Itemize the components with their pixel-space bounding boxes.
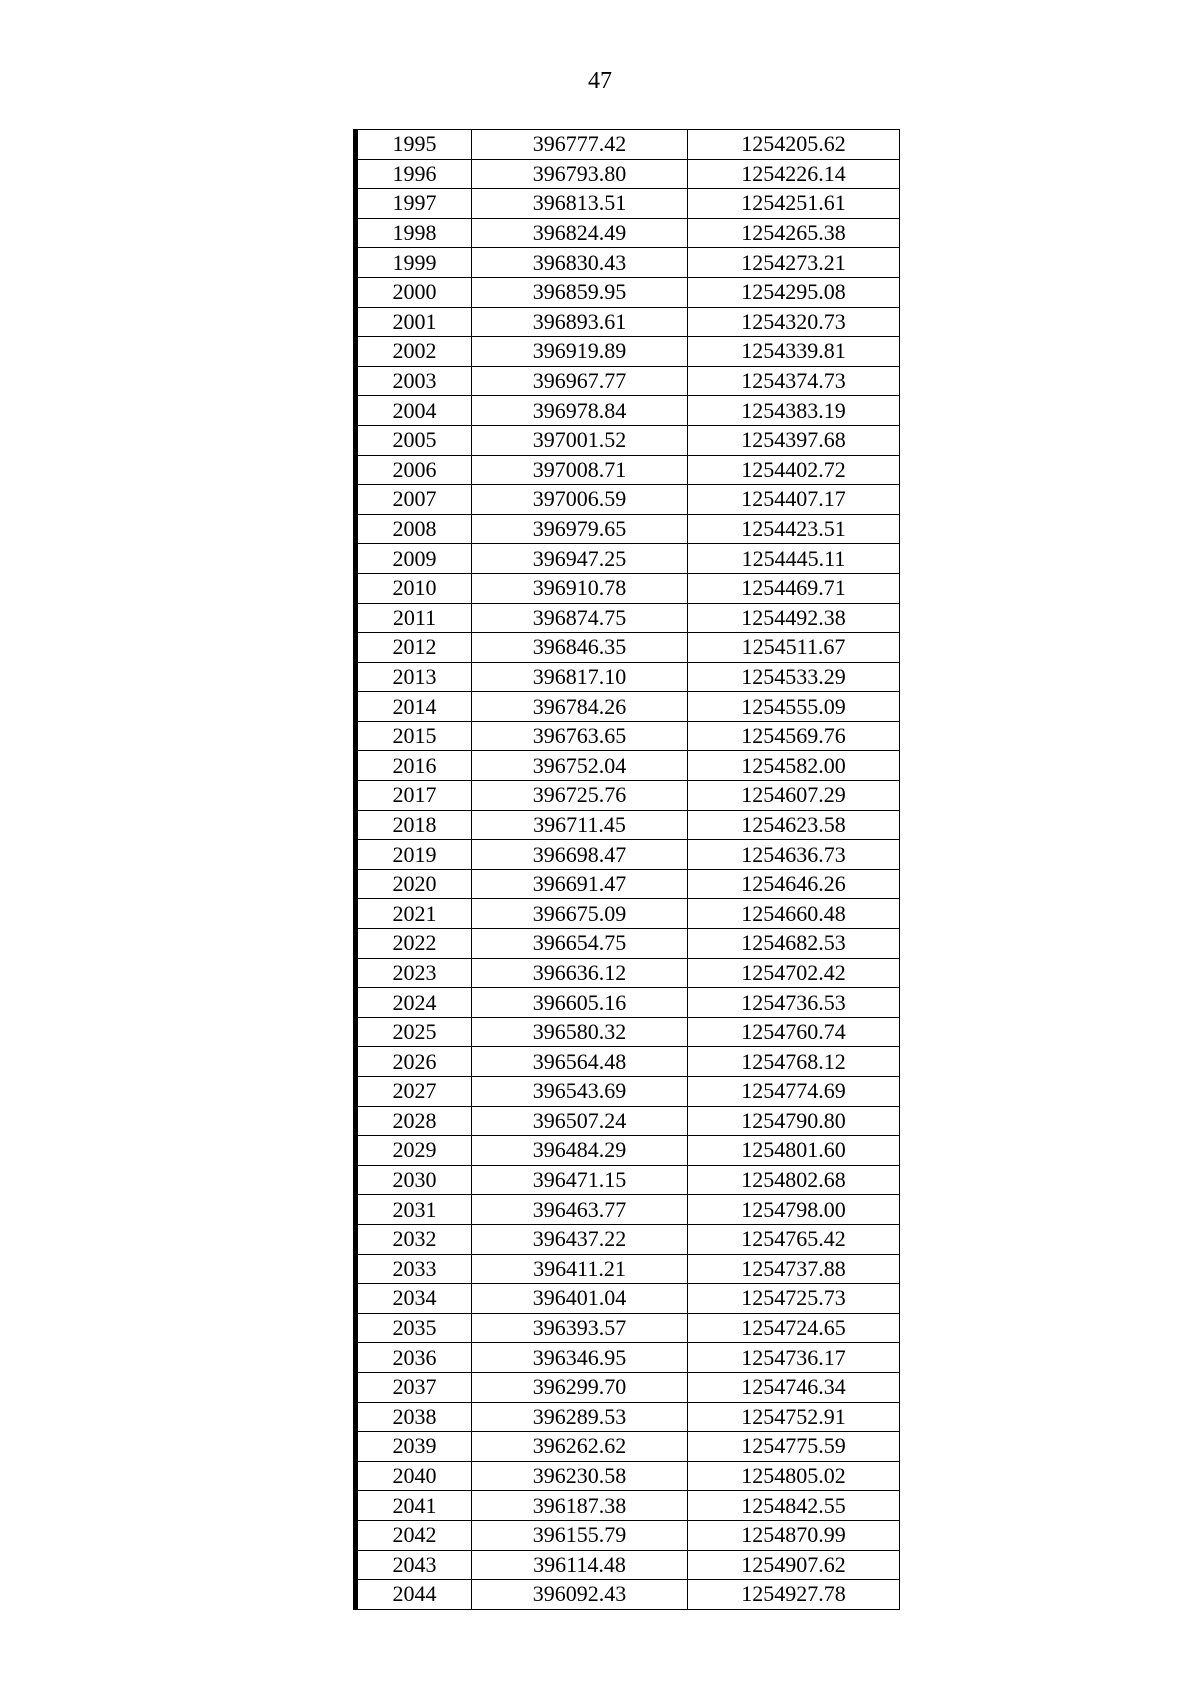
y-coordinate-cell: 1254765.42	[688, 1224, 900, 1254]
point-number-cell: 2027	[358, 1077, 472, 1107]
y-coordinate-cell: 1254402.72	[688, 455, 900, 485]
point-number-cell: 2028	[358, 1106, 472, 1136]
x-coordinate-cell: 396543.69	[472, 1077, 688, 1107]
y-coordinate-cell: 1254737.88	[688, 1254, 900, 1284]
y-coordinate-cell: 1254492.38	[688, 603, 900, 633]
y-coordinate-cell: 1254383.19	[688, 396, 900, 426]
table-row	[358, 692, 900, 722]
coordinates-table	[357, 129, 900, 1610]
point-number-cell: 2005	[358, 425, 472, 455]
y-coordinate-cell: 1254768.12	[688, 1047, 900, 1077]
x-coordinate-cell: 397001.52	[472, 425, 688, 455]
table-row	[358, 1284, 900, 1314]
point-number-cell: 2025	[358, 1017, 472, 1047]
y-coordinate-cell: 1254760.74	[688, 1017, 900, 1047]
y-coordinate-cell: 1254273.21	[688, 248, 900, 278]
table-row	[358, 1313, 900, 1343]
point-number-cell: 2012	[358, 633, 472, 663]
point-number-cell: 2036	[358, 1343, 472, 1373]
table-row	[358, 840, 900, 870]
point-number-cell: 2020	[358, 869, 472, 899]
table-row	[358, 130, 900, 160]
x-coordinate-cell: 396401.04	[472, 1284, 688, 1314]
y-coordinate-cell: 1254339.81	[688, 337, 900, 367]
y-coordinate-cell: 1254775.59	[688, 1432, 900, 1462]
point-number-cell: 2029	[358, 1136, 472, 1166]
point-number-cell: 2033	[358, 1254, 472, 1284]
y-coordinate-cell: 1254927.78	[688, 1580, 900, 1610]
x-coordinate-cell: 396711.45	[472, 810, 688, 840]
y-coordinate-cell: 1254725.73	[688, 1284, 900, 1314]
x-coordinate-cell: 396893.61	[472, 307, 688, 337]
x-coordinate-cell: 396564.48	[472, 1047, 688, 1077]
table-row	[358, 1224, 900, 1254]
y-coordinate-cell: 1254702.42	[688, 958, 900, 988]
point-number-cell: 2000	[358, 277, 472, 307]
x-coordinate-cell: 396155.79	[472, 1520, 688, 1550]
y-coordinate-cell: 1254724.65	[688, 1313, 900, 1343]
point-number-cell: 2042	[358, 1520, 472, 1550]
y-coordinate-cell: 1254623.58	[688, 810, 900, 840]
x-coordinate-cell: 396289.53	[472, 1402, 688, 1432]
y-coordinate-cell: 1254682.53	[688, 929, 900, 959]
y-coordinate-cell: 1254533.29	[688, 662, 900, 692]
x-coordinate-cell: 396830.43	[472, 248, 688, 278]
table-row	[358, 1106, 900, 1136]
table-row	[358, 1047, 900, 1077]
point-number-cell: 2041	[358, 1491, 472, 1521]
x-coordinate-cell: 396813.51	[472, 189, 688, 219]
table-row	[358, 869, 900, 899]
point-number-cell: 2026	[358, 1047, 472, 1077]
y-coordinate-cell: 1254907.62	[688, 1550, 900, 1580]
y-coordinate-cell: 1254805.02	[688, 1461, 900, 1491]
table-row	[358, 988, 900, 1018]
x-coordinate-cell: 396846.35	[472, 633, 688, 663]
x-coordinate-cell: 396393.57	[472, 1313, 688, 1343]
point-number-cell: 1996	[358, 159, 472, 189]
table-row	[358, 277, 900, 307]
table-row	[358, 1372, 900, 1402]
y-coordinate-cell: 1254790.80	[688, 1106, 900, 1136]
y-coordinate-cell: 1254374.73	[688, 366, 900, 396]
table-row	[358, 781, 900, 811]
table-row	[358, 455, 900, 485]
page-number: 47	[588, 68, 612, 94]
y-coordinate-cell: 1254511.67	[688, 633, 900, 663]
y-coordinate-cell: 1254445.11	[688, 544, 900, 574]
x-coordinate-cell: 396299.70	[472, 1372, 688, 1402]
x-coordinate-cell: 396910.78	[472, 573, 688, 603]
y-coordinate-cell: 1254320.73	[688, 307, 900, 337]
x-coordinate-cell: 396777.42	[472, 130, 688, 160]
point-number-cell: 2024	[358, 988, 472, 1018]
point-number-cell: 2011	[358, 603, 472, 633]
point-number-cell: 2001	[358, 307, 472, 337]
point-number-cell: 2035	[358, 1313, 472, 1343]
x-coordinate-cell: 396675.09	[472, 899, 688, 929]
y-coordinate-cell: 1254646.26	[688, 869, 900, 899]
x-coordinate-cell: 396947.25	[472, 544, 688, 574]
y-coordinate-cell: 1254265.38	[688, 218, 900, 248]
table-row	[358, 514, 900, 544]
point-number-cell: 2007	[358, 485, 472, 515]
point-number-cell: 2043	[358, 1550, 472, 1580]
x-coordinate-cell: 396484.29	[472, 1136, 688, 1166]
x-coordinate-cell: 396752.04	[472, 751, 688, 781]
table-row	[358, 1165, 900, 1195]
point-number-cell: 2019	[358, 840, 472, 870]
table-row	[358, 662, 900, 692]
table-row	[358, 721, 900, 751]
x-coordinate-cell: 396691.47	[472, 869, 688, 899]
x-coordinate-cell: 396967.77	[472, 366, 688, 396]
point-number-cell: 2004	[358, 396, 472, 426]
y-coordinate-cell: 1254226.14	[688, 159, 900, 189]
table-row	[358, 1432, 900, 1462]
point-number-cell: 1995	[358, 130, 472, 160]
y-coordinate-cell: 1254798.00	[688, 1195, 900, 1225]
y-coordinate-cell: 1254407.17	[688, 485, 900, 515]
x-coordinate-cell: 396346.95	[472, 1343, 688, 1373]
point-number-cell: 2032	[358, 1224, 472, 1254]
point-number-cell: 2038	[358, 1402, 472, 1432]
table-row	[358, 633, 900, 663]
x-coordinate-cell: 396187.38	[472, 1491, 688, 1521]
x-coordinate-cell: 396978.84	[472, 396, 688, 426]
point-number-cell: 2009	[358, 544, 472, 574]
table-row	[358, 1077, 900, 1107]
point-number-cell: 2030	[358, 1165, 472, 1195]
table-row	[358, 1491, 900, 1521]
x-coordinate-cell: 396507.24	[472, 1106, 688, 1136]
point-number-cell: 2023	[358, 958, 472, 988]
table-body	[358, 130, 900, 1610]
y-coordinate-cell: 1254423.51	[688, 514, 900, 544]
point-number-cell: 2031	[358, 1195, 472, 1225]
y-coordinate-cell: 1254636.73	[688, 840, 900, 870]
x-coordinate-cell: 396654.75	[472, 929, 688, 959]
y-coordinate-cell: 1254397.68	[688, 425, 900, 455]
y-coordinate-cell: 1254801.60	[688, 1136, 900, 1166]
x-coordinate-cell: 396817.10	[472, 662, 688, 692]
point-number-cell: 2003	[358, 366, 472, 396]
x-coordinate-cell: 396463.77	[472, 1195, 688, 1225]
x-coordinate-cell: 396092.43	[472, 1580, 688, 1610]
point-number-cell: 2037	[358, 1372, 472, 1402]
point-number-cell: 1997	[358, 189, 472, 219]
x-coordinate-cell: 396262.62	[472, 1432, 688, 1462]
point-number-cell: 2010	[358, 573, 472, 603]
point-number-cell: 1999	[358, 248, 472, 278]
y-coordinate-cell: 1254870.99	[688, 1520, 900, 1550]
point-number-cell: 1998	[358, 218, 472, 248]
x-coordinate-cell: 396725.76	[472, 781, 688, 811]
table-row	[358, 425, 900, 455]
x-coordinate-cell: 396580.32	[472, 1017, 688, 1047]
point-number-cell: 2015	[358, 721, 472, 751]
y-coordinate-cell: 1254205.62	[688, 130, 900, 160]
y-coordinate-cell: 1254569.76	[688, 721, 900, 751]
x-coordinate-cell: 396919.89	[472, 337, 688, 367]
table-row	[358, 899, 900, 929]
point-number-cell: 2040	[358, 1461, 472, 1491]
y-coordinate-cell: 1254660.48	[688, 899, 900, 929]
x-coordinate-cell: 396437.22	[472, 1224, 688, 1254]
table-row	[358, 1195, 900, 1225]
x-coordinate-cell: 396763.65	[472, 721, 688, 751]
y-coordinate-cell: 1254295.08	[688, 277, 900, 307]
table-row	[358, 1343, 900, 1373]
table-row	[358, 958, 900, 988]
table-row	[358, 1520, 900, 1550]
x-coordinate-cell: 396471.15	[472, 1165, 688, 1195]
point-number-cell: 2013	[358, 662, 472, 692]
y-coordinate-cell: 1254736.53	[688, 988, 900, 1018]
point-number-cell: 2044	[358, 1580, 472, 1610]
table-row	[358, 366, 900, 396]
y-coordinate-cell: 1254802.68	[688, 1165, 900, 1195]
x-coordinate-cell: 396874.75	[472, 603, 688, 633]
table-row	[358, 1550, 900, 1580]
x-coordinate-cell: 396605.16	[472, 988, 688, 1018]
x-coordinate-cell: 396698.47	[472, 840, 688, 870]
x-coordinate-cell: 396230.58	[472, 1461, 688, 1491]
x-coordinate-cell: 396824.49	[472, 218, 688, 248]
table-row	[358, 810, 900, 840]
point-number-cell: 2016	[358, 751, 472, 781]
y-coordinate-cell: 1254251.61	[688, 189, 900, 219]
table-row	[358, 337, 900, 367]
x-coordinate-cell: 396114.48	[472, 1550, 688, 1580]
table-row	[358, 929, 900, 959]
x-coordinate-cell: 396859.95	[472, 277, 688, 307]
y-coordinate-cell: 1254582.00	[688, 751, 900, 781]
table-row	[358, 248, 900, 278]
table-row	[358, 396, 900, 426]
x-coordinate-cell: 397006.59	[472, 485, 688, 515]
y-coordinate-cell: 1254555.09	[688, 692, 900, 722]
table-row	[358, 485, 900, 515]
table-row	[358, 573, 900, 603]
table-row	[358, 1402, 900, 1432]
table-row	[358, 1461, 900, 1491]
y-coordinate-cell: 1254607.29	[688, 781, 900, 811]
point-number-cell: 2006	[358, 455, 472, 485]
table-row	[358, 218, 900, 248]
x-coordinate-cell: 396793.80	[472, 159, 688, 189]
y-coordinate-cell: 1254752.91	[688, 1402, 900, 1432]
point-number-cell: 2018	[358, 810, 472, 840]
y-coordinate-cell: 1254469.71	[688, 573, 900, 603]
table-row	[358, 159, 900, 189]
y-coordinate-cell: 1254842.55	[688, 1491, 900, 1521]
table-row	[358, 751, 900, 781]
point-number-cell: 2034	[358, 1284, 472, 1314]
point-number-cell: 2002	[358, 337, 472, 367]
table-row	[358, 1017, 900, 1047]
x-coordinate-cell: 396979.65	[472, 514, 688, 544]
table-row	[358, 307, 900, 337]
table-row	[358, 1254, 900, 1284]
table-row	[358, 544, 900, 574]
point-number-cell: 2017	[358, 781, 472, 811]
x-coordinate-cell: 397008.71	[472, 455, 688, 485]
table-row	[358, 1136, 900, 1166]
x-coordinate-cell: 396411.21	[472, 1254, 688, 1284]
point-number-cell: 2022	[358, 929, 472, 959]
x-coordinate-cell: 396636.12	[472, 958, 688, 988]
y-coordinate-cell: 1254736.17	[688, 1343, 900, 1373]
point-number-cell: 2008	[358, 514, 472, 544]
table-row	[358, 189, 900, 219]
x-coordinate-cell: 396784.26	[472, 692, 688, 722]
y-coordinate-cell: 1254774.69	[688, 1077, 900, 1107]
point-number-cell: 2039	[358, 1432, 472, 1462]
point-number-cell: 2021	[358, 899, 472, 929]
table-row	[358, 1580, 900, 1610]
y-coordinate-cell: 1254746.34	[688, 1372, 900, 1402]
point-number-cell: 2014	[358, 692, 472, 722]
table-row	[358, 603, 900, 633]
